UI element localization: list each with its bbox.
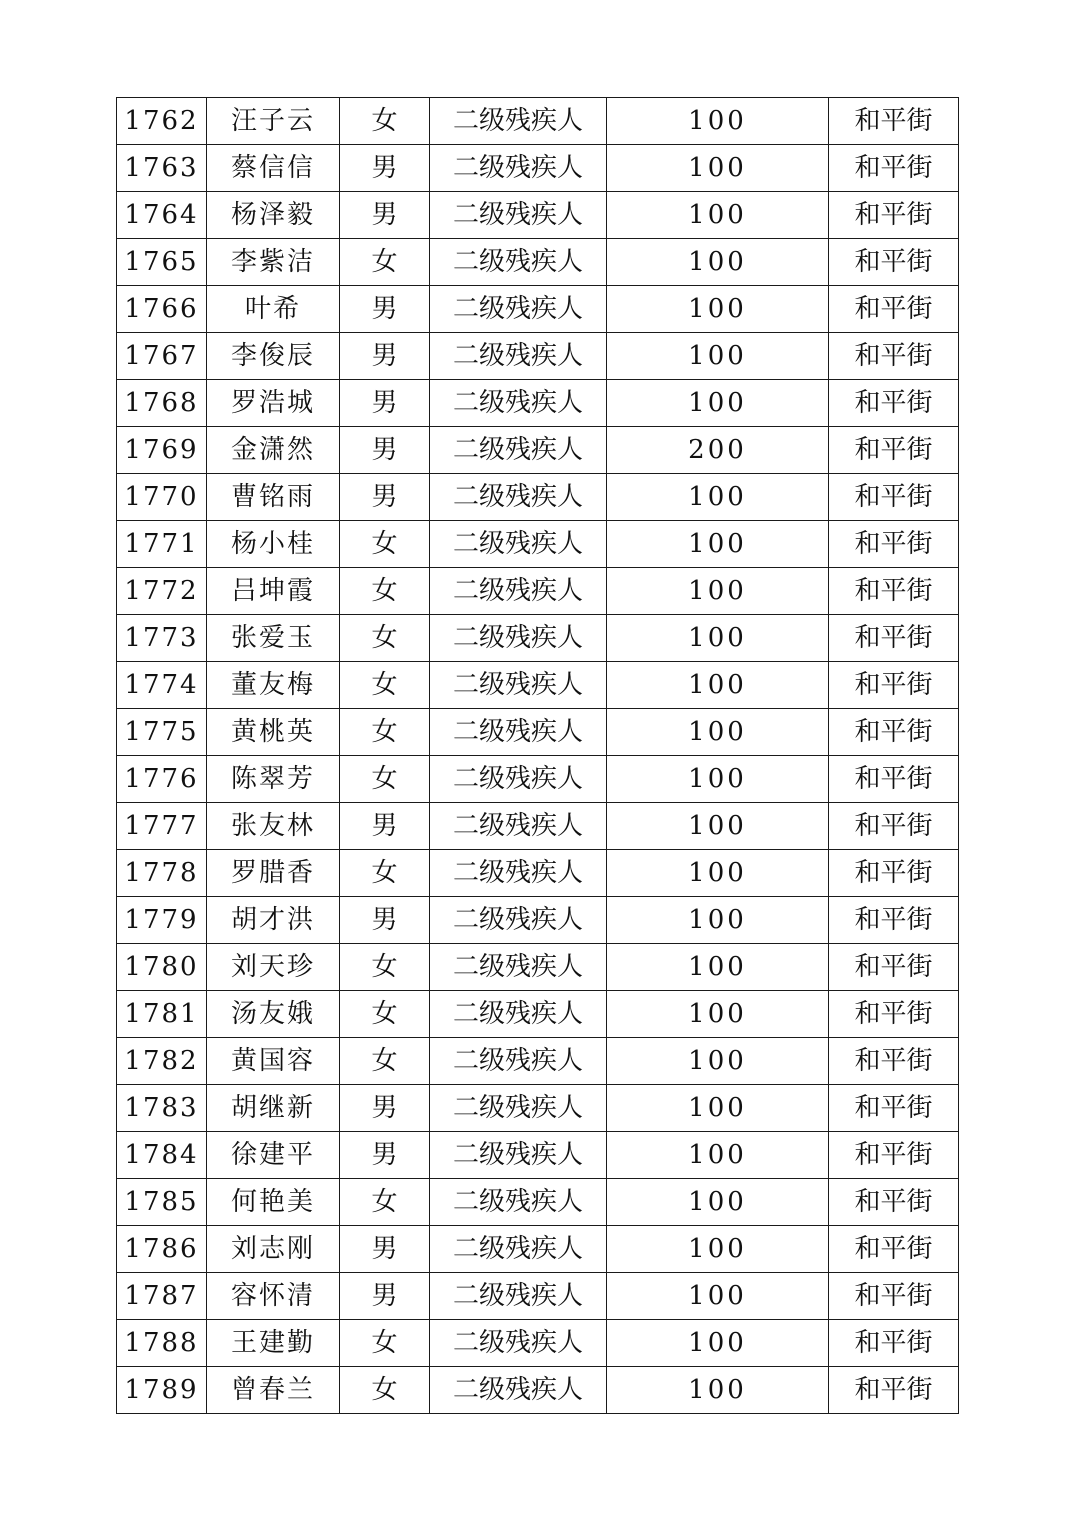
amount-cell: 100: [607, 991, 829, 1038]
street-cell: 和平街: [829, 615, 959, 662]
street-cell: 和平街: [829, 145, 959, 192]
name-cell: 刘志刚: [207, 1226, 340, 1273]
street-cell: 和平街: [829, 1179, 959, 1226]
category-cell: 二级残疾人: [430, 239, 607, 286]
street-cell: 和平街: [829, 427, 959, 474]
amount-cell: 100: [607, 709, 829, 756]
name-cell: 胡继新: [207, 1085, 340, 1132]
category-cell: 二级残疾人: [430, 1320, 607, 1367]
row-number-cell: 1789: [117, 1367, 207, 1414]
category-cell: 二级残疾人: [430, 1179, 607, 1226]
name-cell: 黄国容: [207, 1038, 340, 1085]
category-cell: 二级残疾人: [430, 98, 607, 145]
name-cell: 黄桃英: [207, 709, 340, 756]
category-cell: 二级残疾人: [430, 756, 607, 803]
row-number-cell: 1769: [117, 427, 207, 474]
name-cell: 张爱玉: [207, 615, 340, 662]
amount-cell: 100: [607, 1367, 829, 1414]
category-cell: 二级残疾人: [430, 897, 607, 944]
row-number-cell: 1765: [117, 239, 207, 286]
amount-cell: 100: [607, 1226, 829, 1273]
table-row: [117, 897, 959, 944]
row-number-cell: 1787: [117, 1273, 207, 1320]
gender-cell: 女: [340, 1367, 430, 1414]
table-row: [117, 944, 959, 991]
row-number-cell: 1778: [117, 850, 207, 897]
amount-cell: 100: [607, 333, 829, 380]
table-row: [117, 239, 959, 286]
amount-cell: 100: [607, 615, 829, 662]
category-cell: 二级残疾人: [430, 474, 607, 521]
amount-cell: 100: [607, 286, 829, 333]
row-number-cell: 1788: [117, 1320, 207, 1367]
amount-cell: 100: [607, 1179, 829, 1226]
name-cell: 徐建平: [207, 1132, 340, 1179]
category-cell: 二级残疾人: [430, 850, 607, 897]
amount-cell: 200: [607, 427, 829, 474]
table-row: [117, 662, 959, 709]
amount-cell: 100: [607, 662, 829, 709]
category-cell: 二级残疾人: [430, 192, 607, 239]
category-cell: 二级残疾人: [430, 709, 607, 756]
gender-cell: 女: [340, 756, 430, 803]
name-cell: 蔡信信: [207, 145, 340, 192]
street-cell: 和平街: [829, 1273, 959, 1320]
table-row: [117, 192, 959, 239]
gender-cell: 男: [340, 286, 430, 333]
table-row: [117, 568, 959, 615]
category-cell: 二级残疾人: [430, 286, 607, 333]
gender-cell: 女: [340, 662, 430, 709]
gender-cell: 男: [340, 333, 430, 380]
street-cell: 和平街: [829, 98, 959, 145]
category-cell: 二级残疾人: [430, 380, 607, 427]
category-cell: 二级残疾人: [430, 803, 607, 850]
street-cell: 和平街: [829, 474, 959, 521]
table-row: [117, 1132, 959, 1179]
street-cell: 和平街: [829, 333, 959, 380]
gender-cell: 男: [340, 1085, 430, 1132]
gender-cell: 女: [340, 1038, 430, 1085]
row-number-cell: 1780: [117, 944, 207, 991]
street-cell: 和平街: [829, 991, 959, 1038]
street-cell: 和平街: [829, 1226, 959, 1273]
street-cell: 和平街: [829, 1038, 959, 1085]
row-number-cell: 1767: [117, 333, 207, 380]
gender-cell: 男: [340, 474, 430, 521]
street-cell: 和平街: [829, 709, 959, 756]
table-row: [117, 1038, 959, 1085]
gender-cell: 女: [340, 98, 430, 145]
category-cell: 二级残疾人: [430, 1085, 607, 1132]
gender-cell: 女: [340, 709, 430, 756]
table-row: [117, 474, 959, 521]
gender-cell: 女: [340, 568, 430, 615]
amount-cell: 100: [607, 98, 829, 145]
category-cell: 二级残疾人: [430, 568, 607, 615]
street-cell: 和平街: [829, 568, 959, 615]
table-row: [117, 850, 959, 897]
table-row: [117, 1367, 959, 1414]
category-cell: 二级残疾人: [430, 521, 607, 568]
amount-cell: 100: [607, 568, 829, 615]
row-number-cell: 1781: [117, 991, 207, 1038]
table-row: [117, 803, 959, 850]
name-cell: 杨泽毅: [207, 192, 340, 239]
category-cell: 二级残疾人: [430, 991, 607, 1038]
row-number-cell: 1777: [117, 803, 207, 850]
gender-cell: 女: [340, 991, 430, 1038]
street-cell: 和平街: [829, 286, 959, 333]
name-cell: 汤友娥: [207, 991, 340, 1038]
table-body: [117, 98, 959, 1414]
amount-cell: 100: [607, 756, 829, 803]
gender-cell: 女: [340, 239, 430, 286]
table-row: [117, 756, 959, 803]
table-row: [117, 333, 959, 380]
amount-cell: 100: [607, 1085, 829, 1132]
category-cell: 二级残疾人: [430, 1273, 607, 1320]
table-row: [117, 1273, 959, 1320]
name-cell: 罗浩城: [207, 380, 340, 427]
row-number-cell: 1785: [117, 1179, 207, 1226]
row-number-cell: 1768: [117, 380, 207, 427]
amount-cell: 100: [607, 239, 829, 286]
row-number-cell: 1770: [117, 474, 207, 521]
table-row: [117, 98, 959, 145]
street-cell: 和平街: [829, 756, 959, 803]
gender-cell: 女: [340, 521, 430, 568]
table-row: [117, 1320, 959, 1367]
table-row: [117, 1085, 959, 1132]
amount-cell: 100: [607, 803, 829, 850]
category-cell: 二级残疾人: [430, 1367, 607, 1414]
name-cell: 汪子云: [207, 98, 340, 145]
category-cell: 二级残疾人: [430, 1226, 607, 1273]
street-cell: 和平街: [829, 1320, 959, 1367]
beneficiary-table: [116, 97, 959, 1414]
amount-cell: 100: [607, 145, 829, 192]
name-cell: 陈翠芳: [207, 756, 340, 803]
street-cell: 和平街: [829, 897, 959, 944]
gender-cell: 男: [340, 192, 430, 239]
gender-cell: 男: [340, 803, 430, 850]
amount-cell: 100: [607, 1273, 829, 1320]
amount-cell: 100: [607, 897, 829, 944]
row-number-cell: 1783: [117, 1085, 207, 1132]
amount-cell: 100: [607, 1038, 829, 1085]
gender-cell: 男: [340, 1132, 430, 1179]
category-cell: 二级残疾人: [430, 1132, 607, 1179]
gender-cell: 男: [340, 145, 430, 192]
street-cell: 和平街: [829, 850, 959, 897]
amount-cell: 100: [607, 380, 829, 427]
gender-cell: 男: [340, 427, 430, 474]
table-row: [117, 380, 959, 427]
amount-cell: 100: [607, 1132, 829, 1179]
table-row: [117, 427, 959, 474]
row-number-cell: 1786: [117, 1226, 207, 1273]
amount-cell: 100: [607, 474, 829, 521]
amount-cell: 100: [607, 521, 829, 568]
street-cell: 和平街: [829, 1085, 959, 1132]
amount-cell: 100: [607, 850, 829, 897]
name-cell: 刘天珍: [207, 944, 340, 991]
street-cell: 和平街: [829, 944, 959, 991]
name-cell: 董友梅: [207, 662, 340, 709]
name-cell: 李紫洁: [207, 239, 340, 286]
name-cell: 李俊辰: [207, 333, 340, 380]
street-cell: 和平街: [829, 662, 959, 709]
table-row: [117, 286, 959, 333]
row-number-cell: 1776: [117, 756, 207, 803]
category-cell: 二级残疾人: [430, 333, 607, 380]
name-cell: 胡才洪: [207, 897, 340, 944]
table-row: [117, 1179, 959, 1226]
name-cell: 张友林: [207, 803, 340, 850]
gender-cell: 男: [340, 1273, 430, 1320]
row-number-cell: 1784: [117, 1132, 207, 1179]
street-cell: 和平街: [829, 1132, 959, 1179]
name-cell: 罗腊香: [207, 850, 340, 897]
table-row: [117, 521, 959, 568]
gender-cell: 男: [340, 1226, 430, 1273]
table-row: [117, 615, 959, 662]
name-cell: 杨小桂: [207, 521, 340, 568]
name-cell: 叶希: [207, 286, 340, 333]
gender-cell: 男: [340, 897, 430, 944]
street-cell: 和平街: [829, 521, 959, 568]
table-row: [117, 1226, 959, 1273]
amount-cell: 100: [607, 192, 829, 239]
gender-cell: 女: [340, 944, 430, 991]
row-number-cell: 1766: [117, 286, 207, 333]
table-row: [117, 709, 959, 756]
row-number-cell: 1764: [117, 192, 207, 239]
gender-cell: 女: [340, 615, 430, 662]
table-row: [117, 991, 959, 1038]
street-cell: 和平街: [829, 192, 959, 239]
gender-cell: 女: [340, 1320, 430, 1367]
row-number-cell: 1782: [117, 1038, 207, 1085]
row-number-cell: 1779: [117, 897, 207, 944]
gender-cell: 男: [340, 380, 430, 427]
category-cell: 二级残疾人: [430, 1038, 607, 1085]
amount-cell: 100: [607, 1320, 829, 1367]
category-cell: 二级残疾人: [430, 145, 607, 192]
category-cell: 二级残疾人: [430, 427, 607, 474]
row-number-cell: 1773: [117, 615, 207, 662]
name-cell: 吕坤霞: [207, 568, 340, 615]
row-number-cell: 1772: [117, 568, 207, 615]
amount-cell: 100: [607, 944, 829, 991]
name-cell: 何艳美: [207, 1179, 340, 1226]
category-cell: 二级残疾人: [430, 944, 607, 991]
street-cell: 和平街: [829, 1367, 959, 1414]
table-row: [117, 145, 959, 192]
category-cell: 二级残疾人: [430, 615, 607, 662]
name-cell: 金潇然: [207, 427, 340, 474]
row-number-cell: 1771: [117, 521, 207, 568]
name-cell: 容怀清: [207, 1273, 340, 1320]
street-cell: 和平街: [829, 380, 959, 427]
row-number-cell: 1762: [117, 98, 207, 145]
gender-cell: 女: [340, 850, 430, 897]
name-cell: 曾春兰: [207, 1367, 340, 1414]
name-cell: 王建勤: [207, 1320, 340, 1367]
row-number-cell: 1763: [117, 145, 207, 192]
category-cell: 二级残疾人: [430, 662, 607, 709]
name-cell: 曹铭雨: [207, 474, 340, 521]
gender-cell: 女: [340, 1179, 430, 1226]
street-cell: 和平街: [829, 803, 959, 850]
row-number-cell: 1775: [117, 709, 207, 756]
row-number-cell: 1774: [117, 662, 207, 709]
street-cell: 和平街: [829, 239, 959, 286]
